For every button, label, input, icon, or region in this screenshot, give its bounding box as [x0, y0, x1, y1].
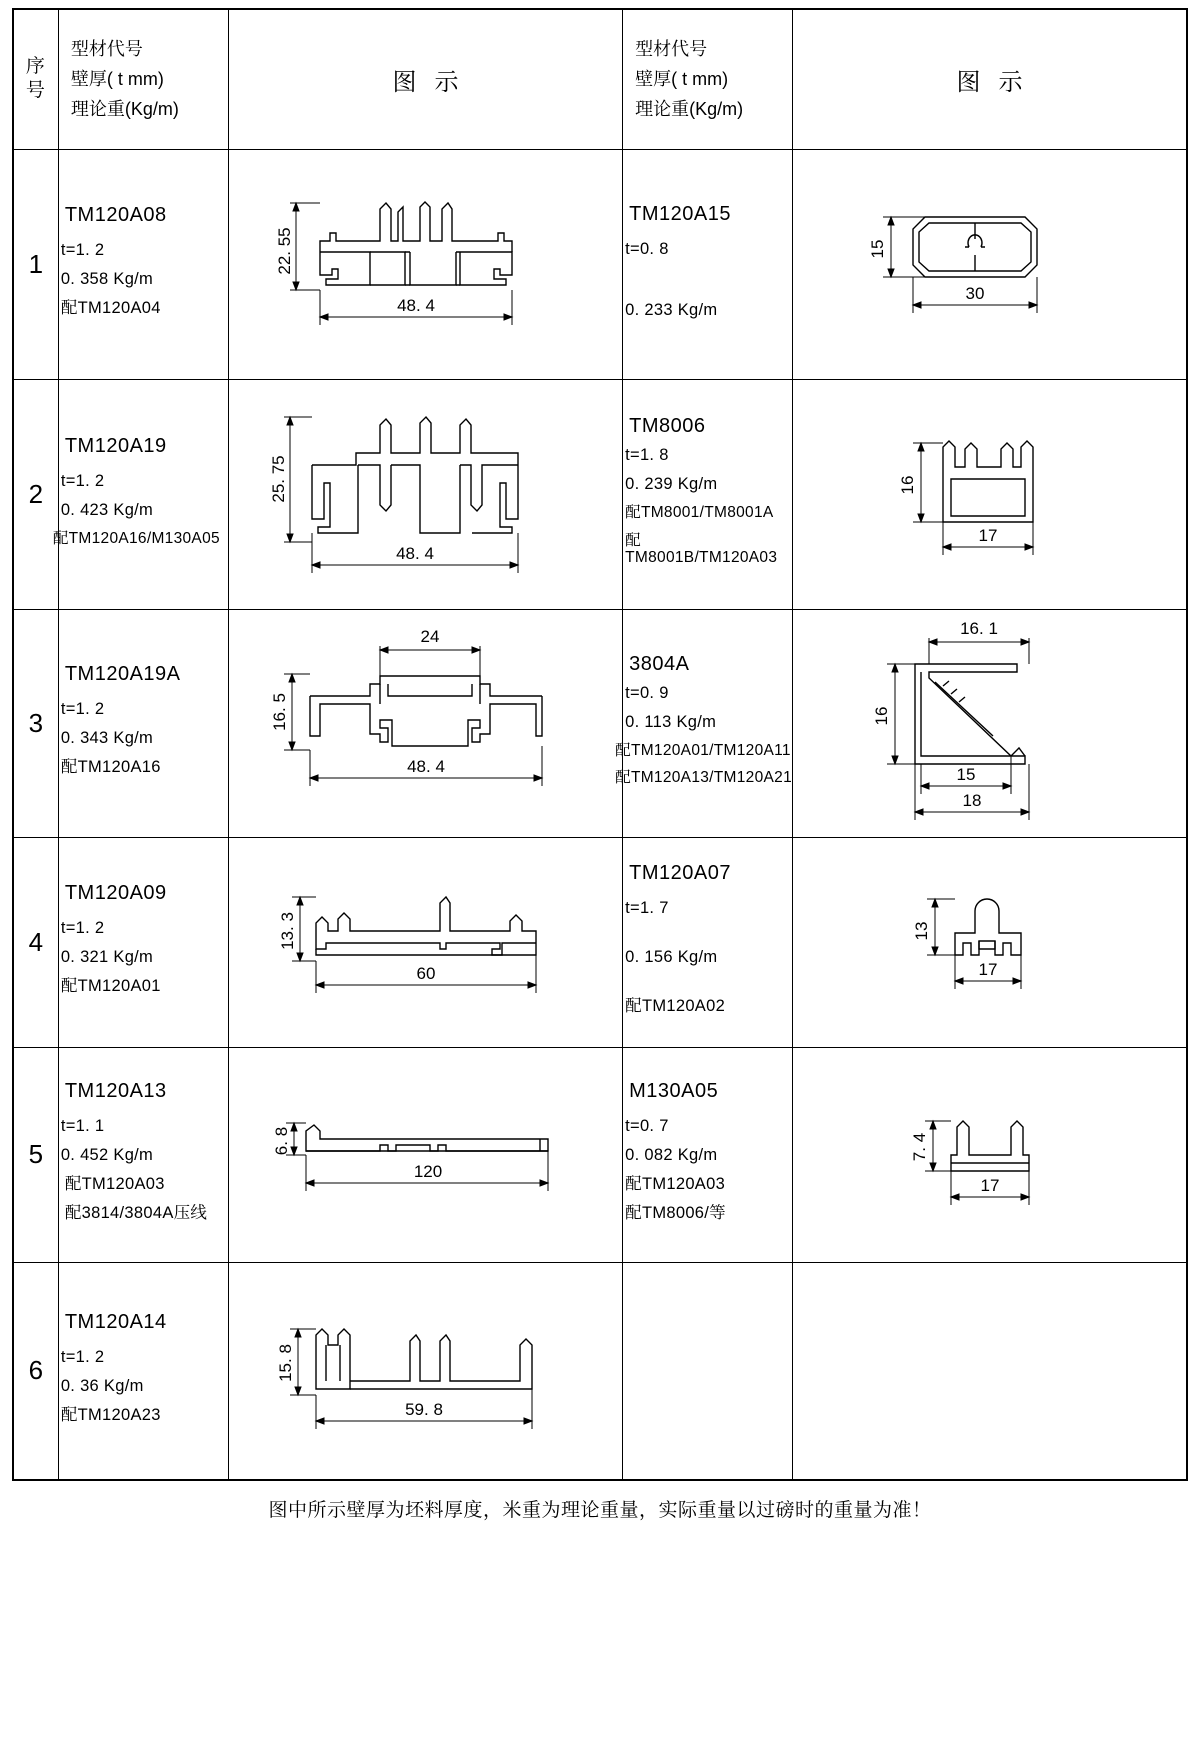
profile-match-1: 配TM120A02 [625, 996, 726, 1015]
header-info-line1: 型材代号 [635, 39, 708, 60]
profile-match-1: 配TM120A03 [625, 1175, 726, 1193]
profile-code: TM120A15 [629, 202, 731, 225]
profile-match-1: 配TM8001/TM8001A [625, 503, 774, 521]
table-row [13, 837, 1187, 1047]
row-index: 4 [13, 837, 58, 1047]
profile-match-1: 配TM120A23 [60, 1405, 161, 1424]
dimension-top: 16. 1 [959, 618, 998, 638]
dimension-width: 59. 8 [405, 1399, 444, 1419]
profile-thickness: t=1. 8 [625, 445, 669, 464]
profile-info [623, 149, 793, 379]
table-row [13, 379, 1187, 609]
table-row [13, 609, 1187, 837]
profile-weight: 0. 343 Kg/m [60, 729, 154, 748]
profile-thickness: t=1. 2 [60, 471, 105, 490]
profile-match-1: 配TM120A03 [64, 1175, 165, 1193]
dimension-mid: 15 [956, 764, 976, 784]
header-figure-cell-right: 图示 [793, 9, 1187, 149]
profile-thickness: t=0. 9 [625, 683, 669, 702]
profile-match-1: 配TM120A16 [60, 757, 161, 776]
header-info-line2: 壁厚( t mm) [70, 69, 164, 90]
dimension-top: 24 [421, 626, 440, 646]
dimension-height: 15. 8 [276, 1343, 296, 1382]
profile-match-2: 配TM120A13/TM120A21 [615, 769, 792, 787]
header-info-line3: 理论重(Kg/m) [635, 99, 744, 120]
row-index: 2 [13, 379, 58, 609]
profile-thickness: t=1. 2 [60, 700, 105, 719]
profile-figure [228, 837, 622, 1047]
header-index-line1: 序 [25, 56, 46, 78]
dimension-height: 16 [897, 475, 917, 494]
dimension-height: 13. 3 [278, 911, 298, 950]
profile-weight: 0. 423 Kg/m [60, 500, 154, 519]
profile-weight: 0. 358 Kg/m [60, 270, 154, 289]
profile-thickness: t=1. 7 [625, 899, 669, 918]
dimension-width: 120 [414, 1161, 443, 1181]
profile-code: M130A05 [629, 1080, 719, 1103]
profile-code: TM120A19 [64, 434, 167, 457]
profile-code: TM120A09 [64, 882, 167, 905]
table-row [13, 1047, 1187, 1262]
dimension-width: 48. 4 [396, 543, 435, 563]
profile-thickness: t=1. 2 [60, 1347, 105, 1366]
profile-match-2: 配TM8006/等 [625, 1203, 726, 1222]
row-index: 3 [13, 609, 58, 837]
profile-figure [793, 379, 1187, 609]
dimension-width: 17 [978, 959, 998, 979]
profile-code: TM120A13 [64, 1080, 167, 1103]
profile-spec-table [12, 8, 1188, 1481]
profile-code: TM120A08 [64, 204, 167, 227]
dimension-height: 7. 4 [909, 1132, 929, 1161]
dimension-width: 48. 4 [397, 295, 436, 315]
dimension-width: 60 [417, 963, 436, 983]
footnote: 图中所示壁厚为坯料厚度，米重为理论重量，实际重量以过磅时的重量为准！ [268, 1500, 932, 1521]
row-index: 5 [13, 1047, 58, 1262]
profile-weight: 0. 082 Kg/m [625, 1146, 718, 1165]
profile-figure [228, 379, 622, 609]
profile-info [623, 379, 793, 609]
profile-info [58, 837, 228, 1047]
dimension-width: 30 [965, 283, 985, 303]
profile-weight: 0. 233 Kg/m [625, 300, 718, 319]
row-index: 1 [13, 149, 58, 379]
profile-figure [793, 149, 1187, 379]
dimension-height: 6. 8 [272, 1126, 292, 1155]
header-info-cell-left [58, 9, 228, 149]
profile-match-1: 配TM120A01/TM120A11 [615, 741, 791, 759]
dimension-height: 22. 55 [275, 226, 295, 275]
profile-code: TM120A19A [64, 663, 181, 686]
header-info-line2: 壁厚( t mm) [635, 69, 729, 90]
dimension-height: 25. 75 [269, 454, 289, 503]
table-header-row [13, 9, 1187, 149]
header-figure-cell-left: 图示 [228, 9, 622, 149]
profile-figure [793, 837, 1187, 1047]
profile-weight: 0. 156 Kg/m [625, 948, 718, 967]
profile-info [615, 609, 793, 837]
profile-code: 3804A [629, 652, 690, 675]
header-info-cell-right [623, 9, 793, 149]
profile-thickness: t=1. 2 [60, 919, 105, 938]
profile-weight: 0. 239 Kg/m [625, 474, 718, 493]
profile-match-2: 配TM8001B/TM120A03 [625, 531, 778, 567]
table-row [13, 149, 1187, 379]
header-index-line2: 号 [25, 80, 46, 102]
header-info-line3: 理论重(Kg/m) [70, 99, 179, 120]
profile-match-1: 配TM120A16/M130A05 [52, 529, 220, 547]
profile-figure [793, 1047, 1187, 1262]
dimension-height: 16. 5 [270, 692, 290, 731]
profile-figure [793, 609, 1187, 837]
profile-match-1: 配TM120A04 [60, 298, 161, 317]
dimension-width: 17 [978, 525, 998, 545]
dimension-height: 13 [911, 921, 931, 940]
profile-figure [228, 609, 622, 837]
profile-info [623, 1047, 793, 1262]
profile-figure-empty [793, 1262, 1187, 1480]
profile-weight: 0. 452 Kg/m [60, 1146, 154, 1165]
profile-info [58, 1262, 228, 1480]
profile-weight: 0. 36 Kg/m [60, 1376, 144, 1395]
profile-info [58, 1047, 228, 1262]
header-index-cell [13, 9, 58, 149]
dimension-width: 18 [962, 790, 982, 810]
profile-figure [228, 1047, 622, 1262]
profile-code: TM120A14 [64, 1310, 167, 1333]
dimension-height: 15 [867, 239, 887, 258]
profile-thickness: t=1. 1 [60, 1117, 105, 1136]
profile-thickness: t=1. 2 [60, 241, 105, 260]
dimension-width: 17 [980, 1175, 1000, 1195]
table-row [13, 1262, 1187, 1480]
profile-info [52, 379, 228, 609]
profile-match-1: 配TM120A01 [60, 976, 161, 995]
profile-code: TM8006 [629, 414, 706, 437]
row-index: 6 [13, 1262, 58, 1480]
profile-weight: 0. 321 Kg/m [60, 948, 154, 967]
profile-thickness: t=0. 8 [625, 239, 669, 258]
header-info-line1: 型材代号 [70, 39, 143, 60]
profile-match-2: 配3814/3804A压线 [64, 1203, 208, 1222]
profile-figure [228, 149, 622, 379]
profile-info [58, 609, 228, 837]
profile-info [58, 149, 228, 379]
profile-weight: 0. 113 Kg/m [625, 712, 717, 731]
profile-info [623, 837, 793, 1047]
dimension-height: 16 [871, 706, 891, 725]
profile-code: TM120A07 [629, 862, 731, 885]
profile-info-empty [623, 1262, 793, 1480]
dimension-width: 48. 4 [407, 756, 446, 776]
profile-thickness: t=0. 7 [625, 1117, 669, 1136]
profile-figure [228, 1262, 622, 1480]
